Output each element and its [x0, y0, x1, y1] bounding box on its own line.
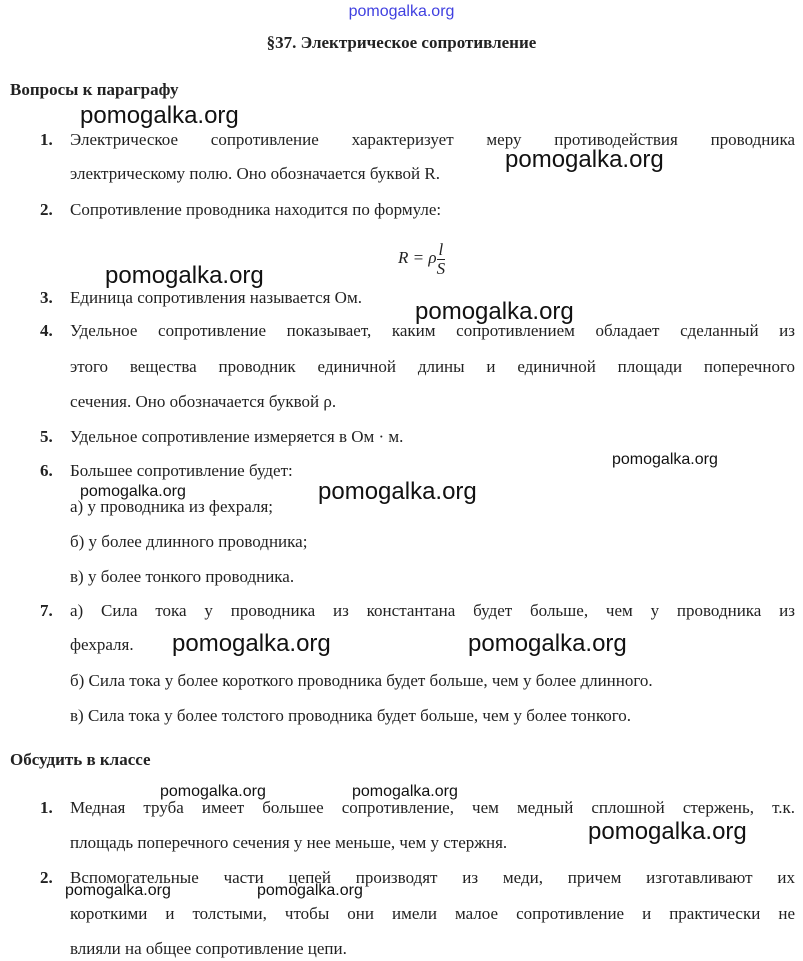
item-text: фехраля.: [70, 635, 134, 654]
formula-numerator: l: [438, 239, 444, 259]
item-text: короткими и толстыми, чтобы они имели малое сопротивление и практически не: [70, 904, 795, 923]
item-text: Удельное сопротивление измеряется в Ом · м.: [70, 427, 404, 446]
item-text: Единица сопротивления называется Ом.: [70, 288, 362, 307]
item-number: 3.: [40, 288, 53, 307]
item-text: б) у более длинного проводника;: [70, 532, 308, 551]
item-text: Вспомогательные части цепей производят из меди, причем изготавливают их: [70, 868, 795, 887]
item-number: 4.: [40, 321, 53, 340]
header-watermark: pomogalka.org: [348, 3, 455, 20]
item-number: 1.: [40, 130, 53, 149]
item-number: 2.: [40, 868, 53, 887]
watermark: pomogalka.org: [352, 783, 458, 800]
watermark: pomogalka.org: [105, 262, 264, 289]
item-text: этого вещества проводник единичной длины и единичной площади поперечного: [70, 357, 795, 376]
item-text: Сопротивление проводника находится по формуле:: [70, 200, 442, 219]
item-text: а) Сила тока у проводника из константана будет больше, чем у проводника из: [70, 601, 795, 620]
item-text: Удельное сопротивление показывает, каким сопротивлением обладает сделанный из: [70, 321, 795, 340]
watermark: pomogalka.org: [80, 102, 239, 129]
watermark: pomogalka.org: [588, 818, 747, 845]
item-text: Электрическое сопротивление характеризует меру противодействия проводника: [70, 130, 795, 149]
formula-fraction: [437, 241, 446, 278]
watermark: pomogalka.org: [505, 146, 664, 173]
item-text: Большее сопротивление будет:: [70, 461, 293, 480]
formula-lhs: R = ρ: [398, 248, 437, 267]
section-heading-questions: Вопросы к параграфу: [10, 80, 179, 99]
watermark: pomogalka.org: [468, 630, 627, 657]
watermark: pomogalka.org: [65, 882, 171, 899]
item-text: в) у более тонкого проводника.: [70, 567, 295, 586]
formula-denominator: S: [436, 258, 446, 278]
watermark: pomogalka.org: [80, 483, 186, 500]
item-text: площадь поперечного сечения у нее меньше, чем у стержня.: [70, 833, 508, 852]
watermark: pomogalka.org: [318, 478, 477, 505]
watermark: pomogalka.org: [160, 783, 266, 800]
item-number: 6.: [40, 461, 53, 480]
watermark: pomogalka.org: [612, 451, 718, 468]
item-text: а) у проводника из фехраля;: [70, 497, 273, 516]
item-text: в) Сила тока у более толстого проводника будет больше, чем у более тонкого.: [70, 706, 632, 725]
page-title: §37. Электрическое сопротивление: [266, 33, 537, 52]
item-text: влияли на общее сопротивление цепи.: [70, 939, 347, 958]
item-text: б) Сила тока у более короткого проводника будет больше, чем у более длинного.: [70, 671, 653, 690]
item-number: 2.: [40, 200, 53, 219]
item-text: Медная труба имеет большее сопротивление, чем медный сплошной стержень, т.к.: [70, 798, 795, 817]
section-heading-discuss: Обсудить в классе: [10, 750, 151, 769]
item-number: 7.: [40, 601, 53, 620]
item-number: 5.: [40, 427, 53, 446]
watermark: pomogalka.org: [415, 298, 574, 325]
item-text: электрическому полю. Оно обозначается буквой R.: [70, 164, 440, 183]
item-number: 1.: [40, 798, 53, 817]
item-text: сечения. Оно обозначается буквой ρ.: [70, 392, 337, 411]
resistance-formula: [398, 238, 445, 278]
watermark: pomogalka.org: [172, 630, 331, 657]
watermark: pomogalka.org: [257, 882, 363, 899]
